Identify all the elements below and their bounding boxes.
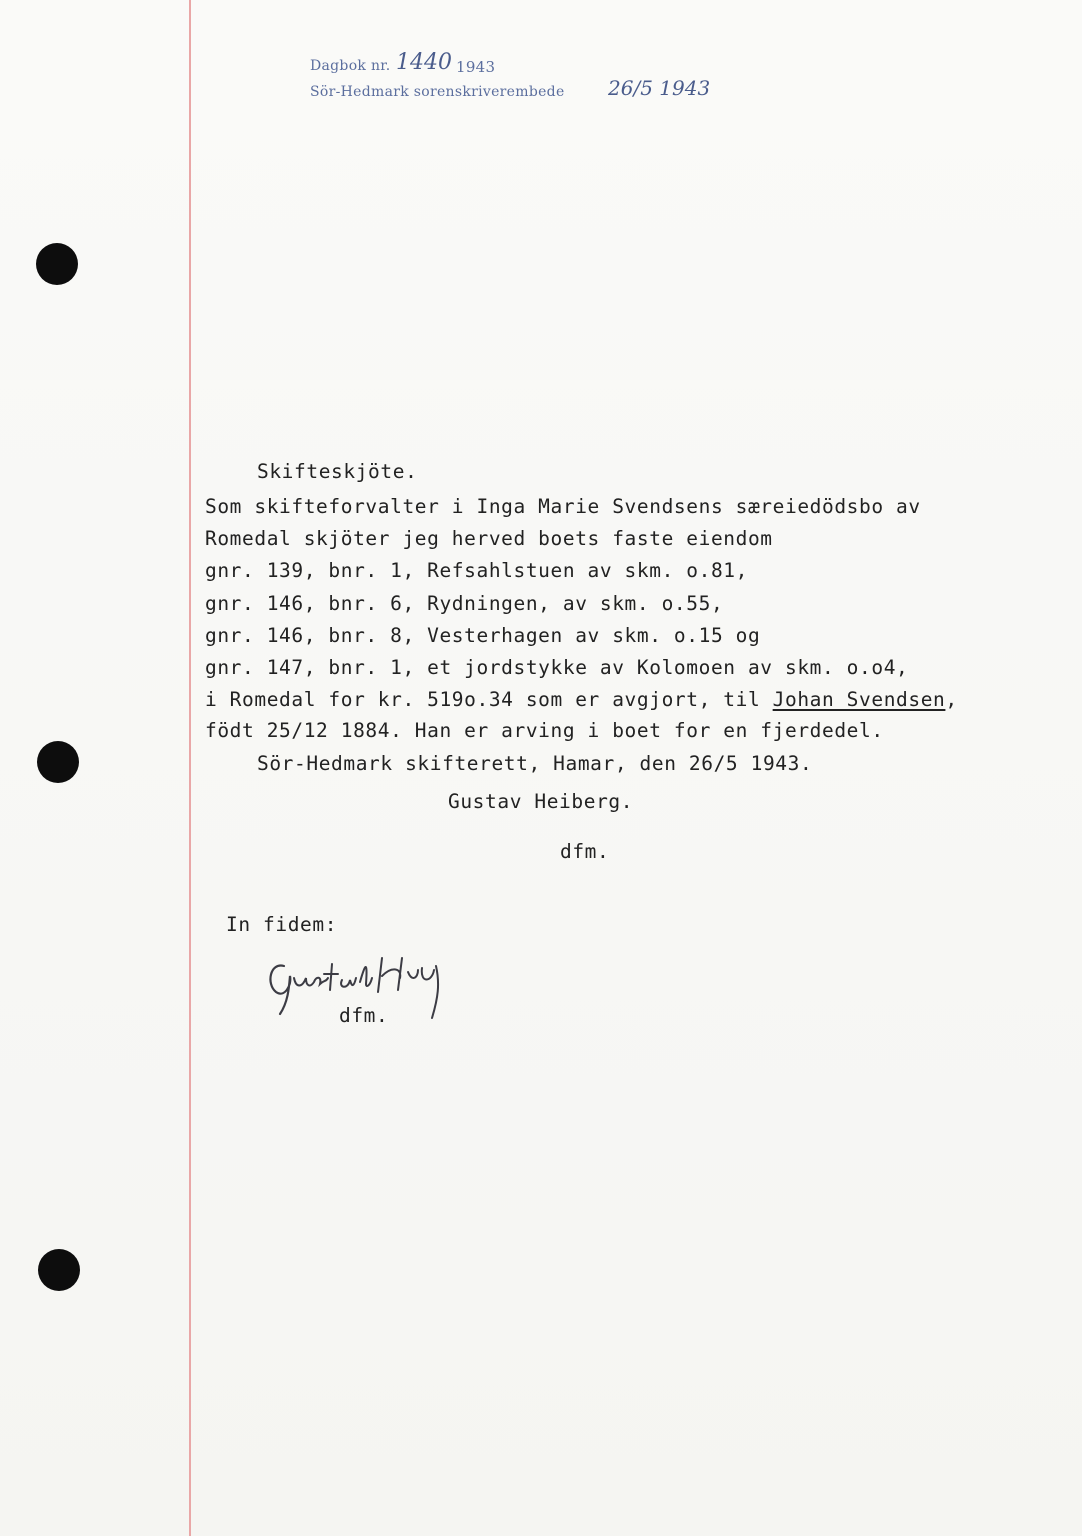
heir-name: Johan Svendsen <box>772 688 946 711</box>
signature-title: dfm. <box>339 1004 389 1027</box>
body-line-7 <box>205 688 958 711</box>
document-title: Skifteskjöte. <box>257 460 418 483</box>
body-line-6: gnr. 147, bnr. 1, et jordstykke av Kolomoen av skm. o.o4, <box>205 656 909 679</box>
stamp-year: 1943 <box>456 58 496 76</box>
body-line-4: gnr. 146, bnr. 6, Rydningen, av skm. o.55, <box>205 592 724 615</box>
stamp-dagbok-label: Dagbok nr. <box>310 58 391 74</box>
place-date-line: Sör-Hedmark skifterett, Hamar, den 26/5 1943. <box>257 752 813 775</box>
stamp-number-handwritten: 1440 <box>396 50 452 75</box>
body-line-1: Som skifteforvalter i Inga Marie Svendsens særeiedödsbo av <box>205 495 921 518</box>
body-line-7-prefix: i Romedal for kr. 519o.34 som er avgjort, til <box>205 688 773 711</box>
punch-hole-bottom <box>38 1249 80 1291</box>
body-line-8: födt 25/12 1884. Han er arving i boet for en fjerdedel. <box>205 719 884 742</box>
body-line-5: gnr. 146, bnr. 8, Vesterhagen av skm. o.15 og <box>205 624 761 647</box>
in-fidem-label: In fidem: <box>226 913 338 936</box>
body-line-7-suffix: , <box>945 688 958 711</box>
body-line-3: gnr. 139, bnr. 1, Refsahlstuen av skm. o.81, <box>205 559 748 582</box>
signer-name: Gustav Heiberg. <box>448 790 634 813</box>
punch-hole-top <box>36 243 78 285</box>
signer-title: dfm. <box>560 840 610 863</box>
date-handwritten: 26/5 1943 <box>608 76 711 100</box>
body-line-2: Romedal skjöter jeg herved boets faste eiendom <box>205 527 773 550</box>
stamp-office: Sör-Hedmark sorenskriverembede <box>310 84 565 100</box>
margin-rule <box>189 0 191 1536</box>
punch-hole-middle <box>37 741 79 783</box>
